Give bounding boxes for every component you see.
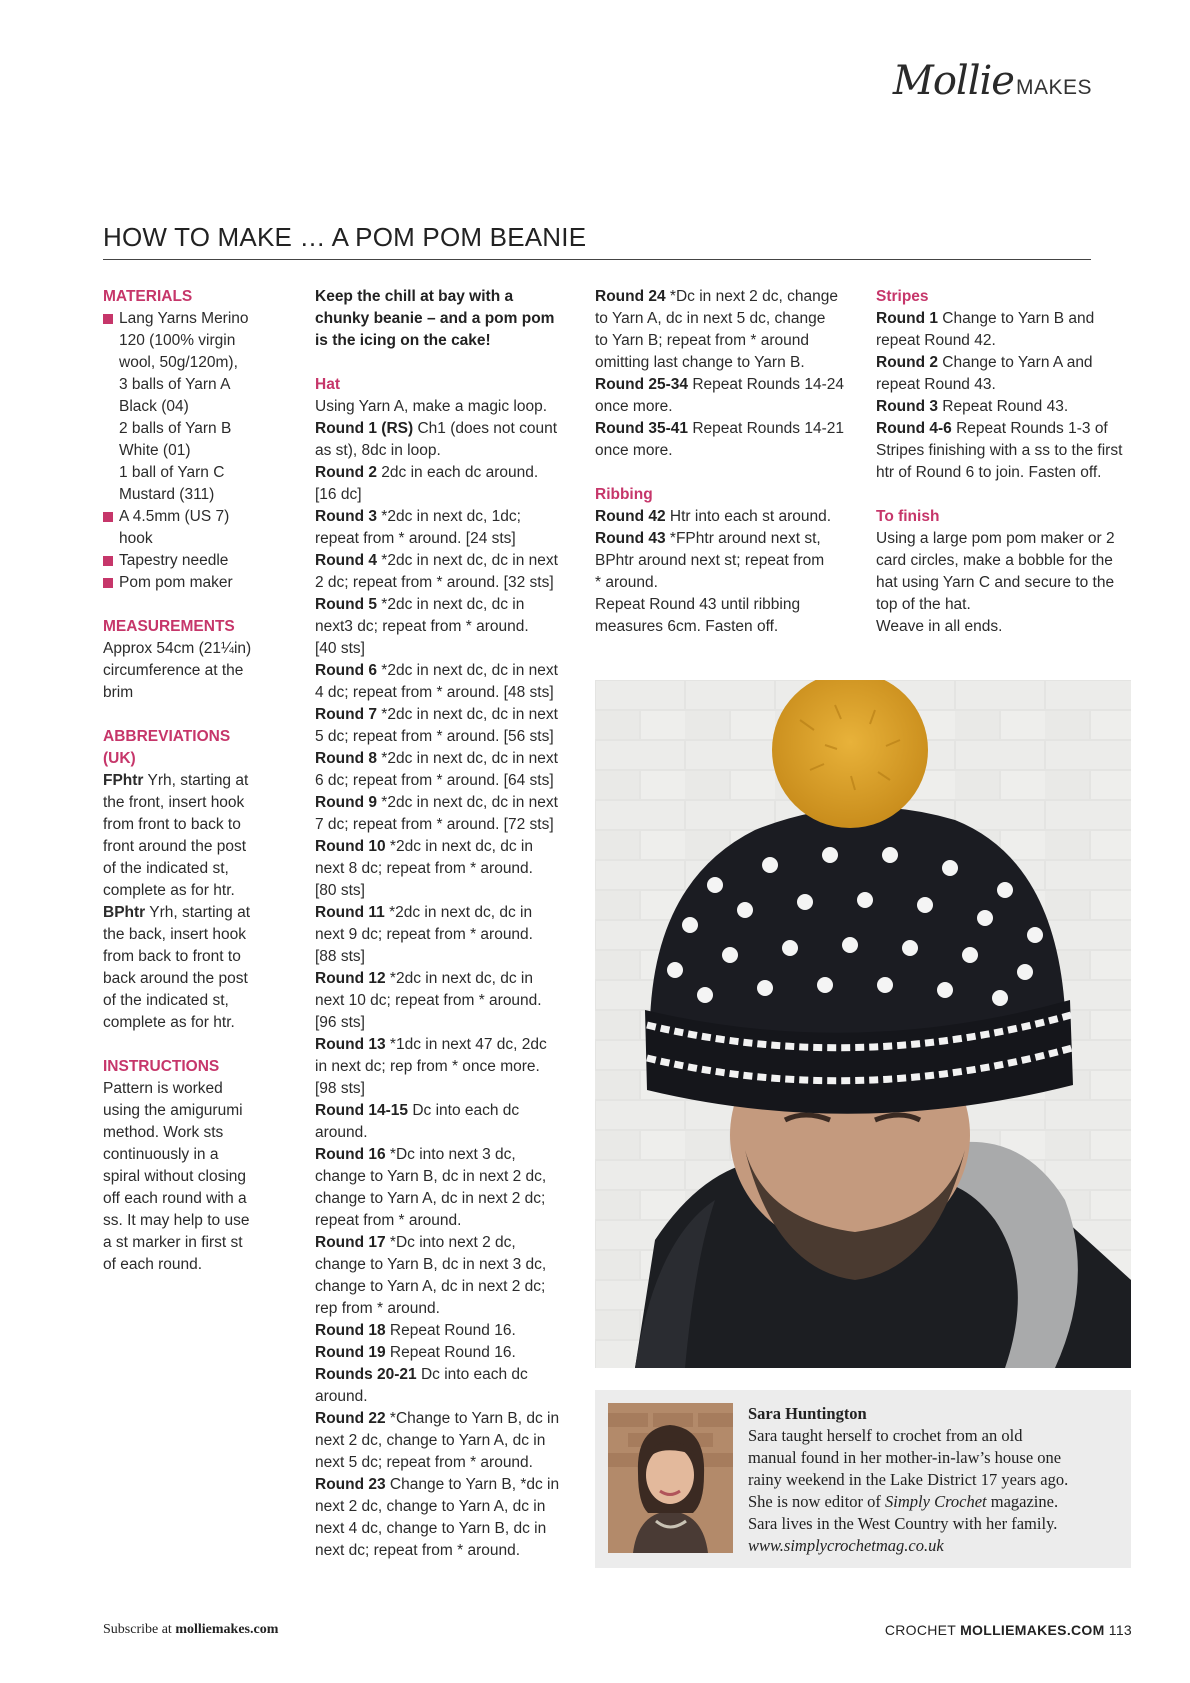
round-text: *2dc in next dc, dc in next	[377, 794, 558, 811]
round-text: repeat from * around.	[315, 1212, 462, 1229]
text-line: manual found in her mother-in-law’s house one	[748, 1448, 1062, 1467]
round-text: *Dc into next 2 dc,	[385, 1234, 516, 1251]
round-text: Using Yarn A, make a magic loop.	[315, 398, 548, 415]
column-hat	[315, 286, 577, 1562]
round-text: *2dc in next dc, dc in	[385, 970, 533, 987]
round-text: next 5 dc; repeat from * around.	[315, 1454, 533, 1471]
round-text: next 9 dc; repeat from * around.	[315, 926, 533, 943]
materials-heading: MATERIALS	[103, 288, 193, 305]
text-line: ss. It may help to use	[103, 1212, 250, 1229]
pattern-line	[315, 660, 577, 682]
text-line: White (01)	[119, 442, 191, 459]
text-line: back around the post	[103, 970, 248, 987]
round-text: 7 dc; repeat from * around. [72 sts]	[315, 816, 554, 833]
text-line: is the icing on the cake!	[315, 332, 491, 349]
round-text: next 2 dc, change to Yarn A, dc in	[315, 1432, 546, 1449]
round-text: next 4 dc, change to Yarn B, dc in	[315, 1520, 547, 1537]
round-text: Change to Yarn A and	[938, 354, 1093, 371]
pattern-line	[315, 1276, 577, 1298]
intro-text	[315, 286, 577, 352]
bio-text	[748, 1403, 1120, 1557]
page-number: 113	[1104, 1622, 1132, 1638]
round-text: Repeat Rounds 1-3 of	[951, 420, 1108, 437]
text-line: using the amigurumi	[103, 1102, 243, 1119]
text-line: Mustard (311)	[119, 486, 215, 503]
round-text: Dc into each dc	[416, 1366, 528, 1383]
pattern-line	[595, 396, 860, 418]
round-text: *FPhtr around next st,	[665, 530, 821, 547]
materials-item	[103, 506, 273, 550]
pattern-line	[315, 440, 577, 462]
pattern-line	[315, 506, 577, 528]
round-text: once more.	[595, 398, 673, 415]
ribbing-heading: Ribbing	[595, 486, 653, 503]
round-text: next dc; repeat from * around.	[315, 1542, 521, 1559]
text-line: of each round.	[103, 1256, 203, 1273]
text-line: of the indicated st,	[103, 860, 229, 877]
round-label: Round 16	[315, 1146, 386, 1163]
pattern-line	[315, 814, 577, 836]
abbrev-term: FPhtr	[103, 772, 144, 789]
round-label: Round 4-6	[876, 420, 952, 437]
round-label: Round 14-15	[315, 1102, 409, 1119]
pattern-line	[315, 1320, 577, 1342]
round-text: to Yarn B; repeat from * around	[595, 332, 809, 349]
text-line: card circles, make a bobble for the	[876, 552, 1113, 569]
bio-website-link[interactable]: www.simplycrochetmag.co.uk	[748, 1536, 944, 1555]
text-line: Sara lives in the West Country with her family.	[748, 1514, 1058, 1533]
round-label: Round 22	[315, 1410, 386, 1427]
round-text: [16 dc]	[315, 486, 362, 503]
round-text: Repeat Round 16.	[385, 1344, 516, 1361]
pattern-line	[876, 352, 1138, 374]
logo-script: Mollie	[892, 58, 1014, 104]
materials-item	[103, 308, 273, 506]
round-text: to Yarn A, dc in next 5 dc, change	[595, 310, 826, 327]
text-line: chunky beanie – and a pom pom	[315, 310, 555, 327]
pattern-line	[595, 440, 860, 462]
round-label: Round 2	[315, 464, 377, 481]
round-text: *2dc in next dc, dc in next	[377, 662, 558, 679]
column-materials	[103, 286, 273, 1276]
text-line: from front to back to	[103, 816, 241, 833]
round-text: [98 sts]	[315, 1080, 365, 1097]
pattern-line	[595, 308, 860, 330]
pattern-line	[315, 1298, 577, 1320]
pattern-line	[315, 1408, 577, 1430]
pattern-line	[876, 374, 1138, 396]
abbrev-fphtr	[103, 770, 273, 902]
text-line: Sara taught herself to crochet from an old	[748, 1426, 1023, 1445]
magazine-title: Simply Crochet	[885, 1492, 987, 1511]
designer-name: Sara Huntington	[748, 1404, 867, 1423]
text-line: A 4.5mm (US 7)	[119, 508, 230, 525]
beanie-photo	[595, 680, 1131, 1368]
round-text: *2dc in next dc, dc in next	[377, 750, 558, 767]
pattern-line	[876, 396, 1138, 418]
round-label: Round 35-41	[595, 420, 689, 437]
round-label: Round 10	[315, 838, 386, 855]
text-line: Pom pom maker	[119, 574, 233, 591]
pattern-line	[315, 1496, 577, 1518]
pattern-line	[315, 858, 577, 880]
ribbing-instructions	[595, 506, 860, 638]
pattern-line	[315, 836, 577, 858]
text-line: brim	[103, 684, 134, 701]
text-line: hat using Yarn C and secure to the	[876, 574, 1115, 591]
column-rounds-ribbing	[595, 286, 860, 638]
round-text: next 10 dc; repeat from * around.	[315, 992, 542, 1009]
round-text: *2dc in next dc, dc in next	[377, 706, 558, 723]
rounds-24-41	[595, 286, 860, 462]
pattern-line	[315, 1210, 577, 1232]
text-line: Tapestry needle	[119, 552, 229, 569]
pattern-line	[315, 748, 577, 770]
footer-section: CROCHET	[884, 1622, 961, 1638]
round-label: Round 7	[315, 706, 377, 723]
pattern-line	[315, 1166, 577, 1188]
round-label: Round 11	[315, 904, 385, 921]
pattern-line	[315, 396, 577, 418]
materials-item	[103, 572, 273, 594]
round-label: Round 8	[315, 750, 377, 767]
abbreviations-heading: ABBREVIATIONS	[103, 728, 231, 745]
materials-list	[103, 308, 273, 594]
round-text: *2dc in next dc, dc in	[384, 904, 533, 921]
round-text: BPhtr around next st; repeat from	[595, 552, 825, 569]
round-text: * around.	[595, 574, 658, 591]
text-line: hook	[119, 530, 153, 547]
finish-heading: To finish	[876, 508, 940, 525]
text-line: complete as for htr.	[103, 1014, 235, 1031]
round-text: 6 dc; repeat from * around. [64 sts]	[315, 772, 554, 789]
measurements-text	[103, 638, 273, 704]
pattern-line	[595, 330, 860, 352]
round-text: rep from * around.	[315, 1300, 440, 1317]
round-text: Repeat Rounds 14-21	[688, 420, 844, 437]
pattern-line	[595, 374, 860, 396]
text-line: Lang Yarns Merino	[119, 310, 249, 327]
round-text: repeat from * around. [24 sts]	[315, 530, 516, 547]
hat-heading: Hat	[315, 376, 340, 393]
pattern-line	[315, 572, 577, 594]
round-text: change to Yarn A, dc in next 2 dc;	[315, 1190, 546, 1207]
measurements-heading: MEASUREMENTS	[103, 618, 235, 635]
subscribe-label: Subscribe at	[103, 1622, 176, 1637]
round-text: omitting last change to Yarn B.	[595, 354, 805, 371]
pattern-line	[315, 1540, 577, 1562]
text-line: of the indicated st,	[103, 992, 229, 1009]
round-label: Round 4	[315, 552, 377, 569]
round-text: Ch1 (does not count	[413, 420, 558, 437]
pattern-line	[315, 968, 577, 990]
pattern-line	[315, 704, 577, 726]
pattern-line	[315, 1188, 577, 1210]
text-line: 120 (100% virgin	[119, 332, 236, 349]
round-text: 4 dc; repeat from * around. [48 sts]	[315, 684, 554, 701]
pattern-line	[315, 638, 577, 660]
text-line: front around the post	[103, 838, 247, 855]
round-text: Htr into each st around.	[665, 508, 832, 525]
text-line: from back to front to	[103, 948, 241, 965]
text-line	[103, 770, 273, 792]
pattern-line	[315, 880, 577, 902]
round-text: [96 sts]	[315, 1014, 365, 1031]
pattern-line	[315, 594, 577, 616]
pattern-line	[876, 440, 1138, 462]
round-text: htr of Round 6 to join. Fasten off.	[876, 464, 1102, 481]
pattern-line	[315, 1342, 577, 1364]
round-label: Round 43	[595, 530, 666, 547]
text-line: the back, insert hook	[103, 926, 247, 943]
text-line: continuously in a	[103, 1146, 219, 1163]
pattern-line	[315, 1034, 577, 1056]
text-line: the front, insert hook	[103, 794, 245, 811]
pattern-line	[595, 528, 860, 550]
pattern-line	[315, 726, 577, 748]
pattern-line	[315, 792, 577, 814]
text-line: Weave in all ends.	[876, 618, 1003, 635]
round-text: *Change to Yarn B, dc in	[385, 1410, 560, 1427]
text-line: spiral without closing	[103, 1168, 247, 1185]
pattern-line	[315, 1232, 577, 1254]
text-span: magazine.	[986, 1492, 1059, 1511]
footer-site[interactable]: MOLLIEMAKES.COM	[960, 1622, 1105, 1638]
pattern-line	[315, 1430, 577, 1452]
round-text: Repeat Round 43 until ribbing	[595, 596, 801, 613]
round-text: *1dc in next 47 dc, 2dc	[385, 1036, 547, 1053]
text-line: method. Work sts	[103, 1124, 224, 1141]
text-line: Using a large pom pom maker or 2	[876, 530, 1115, 547]
round-text: next 2 dc, change to Yarn A, dc in	[315, 1498, 546, 1515]
round-label: Round 5	[315, 596, 377, 613]
abbrev-def: Yrh, starting at	[143, 772, 249, 789]
round-text: [88 sts]	[315, 948, 365, 965]
round-text: in next dc; rep from * once more.	[315, 1058, 540, 1075]
abbrev-term: BPhtr	[103, 904, 146, 921]
round-label: Round 18	[315, 1322, 386, 1339]
pattern-line	[315, 1144, 577, 1166]
text-line: complete as for htr.	[103, 882, 235, 899]
round-text: 5 dc; repeat from * around. [56 sts]	[315, 728, 554, 745]
pattern-line	[315, 1386, 577, 1408]
round-text: measures 6cm. Fasten off.	[595, 618, 779, 635]
round-label: Round 3	[876, 398, 938, 415]
round-label: Round 19	[315, 1344, 386, 1361]
pattern-line	[315, 902, 577, 924]
round-text: 2 dc; repeat from * around. [32 sts]	[315, 574, 554, 591]
round-text: [80 sts]	[315, 882, 365, 899]
pattern-line	[876, 308, 1138, 330]
instructions-heading: INSTRUCTIONS	[103, 1058, 220, 1075]
round-text: as st), 8dc in loop.	[315, 442, 441, 459]
mollie-makes-logo	[893, 58, 1092, 108]
pattern-line	[315, 1056, 577, 1078]
pattern-line	[315, 484, 577, 506]
text-line: 3 balls of Yarn A	[119, 376, 231, 393]
pattern-line	[315, 1078, 577, 1100]
round-text: *Dc in next 2 dc, change	[665, 288, 838, 305]
round-text: around.	[315, 1124, 368, 1141]
round-text: Change to Yarn B, *dc in	[385, 1476, 560, 1493]
round-text: Change to Yarn B and	[938, 310, 1095, 327]
pattern-line	[595, 286, 860, 308]
pattern-line	[315, 528, 577, 550]
text-line: Keep the chill at bay with a	[315, 288, 514, 305]
text-line: wool, 50g/120m),	[119, 354, 238, 371]
round-label: Round 9	[315, 794, 377, 811]
round-label: Rounds 20-21	[315, 1366, 417, 1383]
pattern-line	[315, 1100, 577, 1122]
text-line: a st marker in first st	[103, 1234, 243, 1251]
round-text: change to Yarn B, dc in next 3 dc,	[315, 1256, 547, 1273]
column-stripes-finish	[876, 286, 1138, 638]
pattern-line	[595, 616, 860, 638]
pattern-line	[876, 462, 1138, 484]
materials-item	[103, 550, 273, 572]
abbrev-bphtr	[103, 902, 273, 1034]
pattern-line	[876, 418, 1138, 440]
round-text: *Dc into next 3 dc,	[385, 1146, 516, 1163]
pattern-line	[315, 418, 577, 440]
round-label: Round 24	[595, 288, 666, 305]
round-label: Round 3	[315, 508, 377, 525]
pattern-line	[595, 352, 860, 374]
pattern-line	[315, 1012, 577, 1034]
abbreviations-heading-uk: (UK)	[103, 750, 136, 767]
round-text: Repeat Rounds 14-24	[688, 376, 844, 393]
round-text: *2dc in next dc, dc in	[377, 596, 525, 613]
round-label: Round 6	[315, 662, 377, 679]
round-label: Round 13	[315, 1036, 386, 1053]
round-text: once more.	[595, 442, 673, 459]
pattern-line	[315, 550, 577, 572]
text-line	[748, 1491, 1120, 1513]
pattern-line	[595, 418, 860, 440]
page-title: HOW TO MAKE … A POM POM BEANIE	[103, 222, 1091, 260]
text-line: 2 balls of Yarn B	[119, 420, 232, 437]
round-text: repeat Round 42.	[876, 332, 996, 349]
pattern-line	[315, 1364, 577, 1386]
text-line: rainy weekend in the Lake District 17 years ago.	[748, 1470, 1069, 1489]
text-line: circumference at the	[103, 662, 244, 679]
round-label: Round 25-34	[595, 376, 689, 393]
round-label: Round 17	[315, 1234, 386, 1251]
footer-subscribe	[103, 1622, 278, 1638]
round-text: next3 dc; repeat from * around.	[315, 618, 529, 635]
round-label: Round 1	[876, 310, 938, 327]
pattern-line	[595, 572, 860, 594]
round-label: Round 42	[595, 508, 666, 525]
pattern-line	[315, 1122, 577, 1144]
footer-page-info	[885, 1622, 1132, 1638]
pattern-line	[315, 990, 577, 1012]
pattern-line	[595, 506, 860, 528]
round-label: Round 23	[315, 1476, 386, 1493]
stripes-instructions	[876, 308, 1138, 484]
round-text: Repeat Round 16.	[385, 1322, 516, 1339]
round-text: Repeat Round 43.	[938, 398, 1069, 415]
text-span: She is now editor of	[748, 1492, 886, 1511]
round-text: next 8 dc; repeat from * around.	[315, 860, 533, 877]
text-line: Black (04)	[119, 398, 189, 415]
text-line	[103, 902, 273, 924]
round-text: Dc into each dc	[408, 1102, 520, 1119]
pattern-line	[315, 616, 577, 638]
text-line: 1 ball of Yarn C	[119, 464, 225, 481]
round-label: Round 2	[876, 354, 938, 371]
text-line: top of the hat.	[876, 596, 971, 613]
designer-portrait	[608, 1403, 733, 1553]
round-text: *2dc in next dc, dc in next	[377, 552, 558, 569]
round-text: [40 sts]	[315, 640, 365, 657]
round-label: Round 12	[315, 970, 386, 987]
instructions-text	[103, 1078, 273, 1276]
pattern-line	[876, 330, 1138, 352]
pattern-line	[315, 1518, 577, 1540]
pattern-line	[315, 946, 577, 968]
text-line: Pattern is worked	[103, 1080, 223, 1097]
round-text: *2dc in next dc, 1dc;	[377, 508, 521, 525]
pattern-line	[315, 924, 577, 946]
pattern-line	[315, 1452, 577, 1474]
pattern-line	[595, 550, 860, 572]
stripes-heading: Stripes	[876, 288, 929, 305]
pattern-line	[315, 1254, 577, 1276]
round-text: change to Yarn A, dc in next 2 dc;	[315, 1278, 546, 1295]
subscribe-link[interactable]: molliemakes.com	[175, 1622, 279, 1637]
text-line: Approx 54cm (21¼in)	[103, 640, 252, 657]
hat-instructions	[315, 396, 577, 1562]
text-line: off each round with a	[103, 1190, 247, 1207]
pattern-line	[315, 682, 577, 704]
pattern-line	[315, 770, 577, 792]
pattern-line	[315, 1474, 577, 1496]
round-text: change to Yarn B, dc in next 2 dc,	[315, 1168, 547, 1185]
round-text: Stripes finishing with a ss to the first	[876, 442, 1123, 459]
round-text: 2dc in each dc around.	[377, 464, 539, 481]
round-text: *2dc in next dc, dc in	[385, 838, 533, 855]
pattern-line	[315, 462, 577, 484]
finish-text	[876, 528, 1138, 638]
logo-makes: MAKES	[1015, 76, 1092, 99]
round-text: repeat Round 43.	[876, 376, 996, 393]
pattern-line	[595, 594, 860, 616]
abbrev-def: Yrh, starting at	[145, 904, 251, 921]
designer-bio	[595, 1390, 1131, 1568]
round-text: around.	[315, 1388, 368, 1405]
round-label: Round 1 (RS)	[315, 420, 414, 437]
